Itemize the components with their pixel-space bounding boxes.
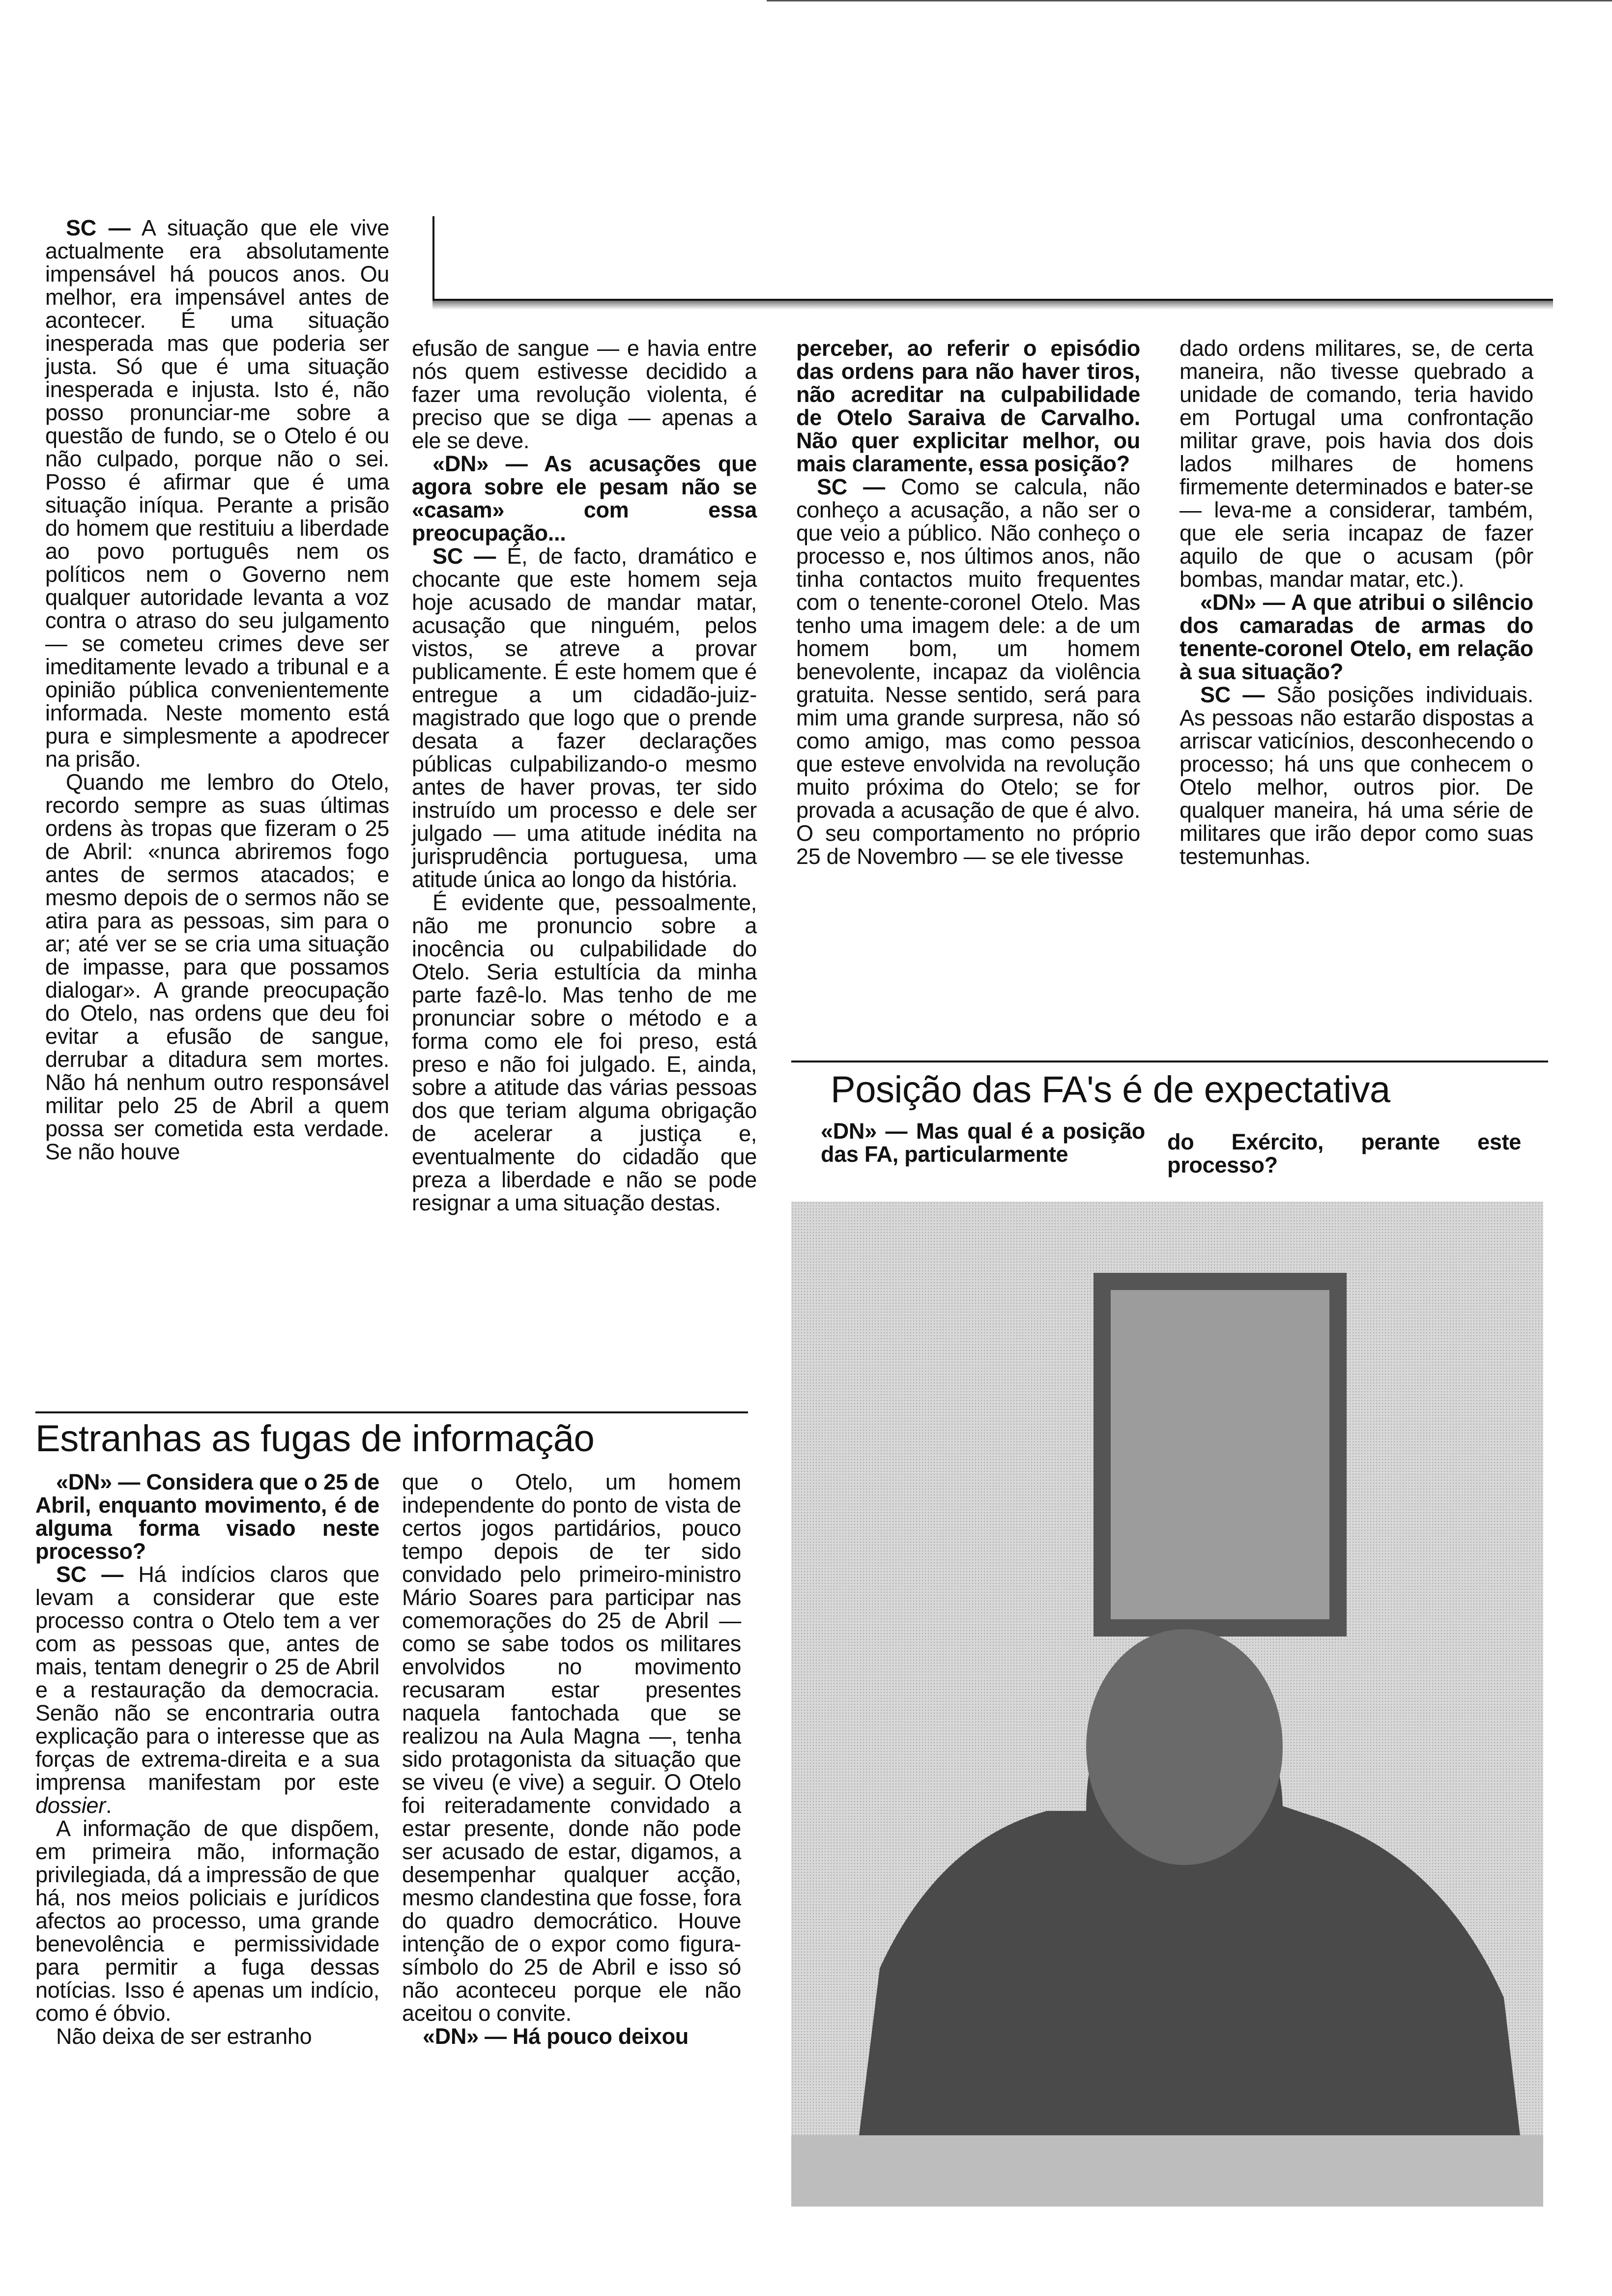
section-rule — [791, 1061, 1548, 1062]
interview-question: «DN» — Há pouco deixou — [423, 2024, 689, 2049]
column-5 — [35, 1470, 379, 2048]
paragraph: Quando me lembro do Otelo, recordo sempre as suas últimas ordens às tropas que fizeram o 25 de Abril: «nunca abriremos fogo antes de sermos atacados; e mesmo depois de o sermos não se atira para as pessoas, sim para o ar; até ver se se cria uma situação de impasse, para que possamos dialogar». A grande preocupação do Otelo, nas ordens que deu foi evitar a efusão de sangue, derrubar a ditadura sem mortes. Não há nenhum outro responsável militar pelo 25 de Abril a quem possa ser cometida esta verdade. Se não houve — [45, 770, 389, 1164]
paragraph: efusão de sangue — e havia entre nós quem estivesse decidido a fazer uma revolução violenta, é preciso que se diga — apenas a ele se deve. — [412, 336, 757, 453]
paragraph — [45, 216, 389, 771]
interview-question: «DN» — Considera que o 25 de Abril, enquanto movimento, é de alguma forma visado neste processo? — [35, 1469, 379, 1564]
speaker-label: SC — — [1200, 682, 1265, 707]
top-rule — [767, 0, 1612, 1]
paragraph — [35, 1563, 379, 1817]
paragraph: A informação de que dispõem, em primeira mão, informação privilegiada, dá a impressão de que há, nos meios policiais e jurídicos afectos ao processo, uma grande benevolência e permissividade para permitir a fuga dessas notícias. Isso é apenas um indício, como é óbvio. — [35, 1816, 379, 2026]
paragraph-text: Há indícios claros que levam a considerar que este processo contra o Otelo tem a ver com as pessoas que, antes de mais, tentam denegrir o 25 de Abril e a restauração da democracia. Senão não se encontraria outra explicação para o interesse que as forças de extrema-direita e a sua imprensa manifestam por este — [35, 1562, 379, 1795]
interview-question: «DN» — As acusações que agora sobre ele pesam não se «casam» com essa preocupação... — [412, 451, 757, 545]
fa-question-right — [1167, 1130, 1521, 1177]
speaker-label: SC — — [817, 474, 885, 499]
fa-question-left — [821, 1119, 1145, 1166]
italic-word: dossier — [35, 1793, 106, 1818]
paragraph — [412, 545, 757, 891]
paragraph: dado ordens militares, se, de certa maneira, não tivesse quebrado a unidade de comando, teria havido em Portugal uma confrontação militar grave, pois havia dos dois lados milhares de homens firmemente determinados e bater-se — leva-me a considerar, também, que ele seria incapaz de fazer aquilo de que o acusam (pôr bombas, mandar matar, etc.). — [1180, 336, 1533, 592]
box-vertical-rule — [432, 216, 434, 300]
speaker-label: SC — — [66, 215, 131, 240]
paragraph — [796, 475, 1140, 868]
paragraph-text: . — [105, 1793, 112, 1818]
paragraph-text: Como se calcula, não conheço a acusação, a não ser o que veio a público. Não conheço o processo e, nos últimos anos, não tinha contactos muito frequentes com o tenente-coronel Otelo. Mas tenho uma imagem dele: a de um homem bom, um homem benevolente, incapaz da violência gratuita. Nesse sentido, será para mim uma grande surpresa, não só como amigo, mas como pessoa que esteve envolvida na revolução muito próxima do Otelo; se for provada a acusação de que é alvo. O seu comportamento no próprio 25 de Novembro — se ele tivesse — [796, 474, 1140, 869]
section-rule — [35, 1411, 748, 1413]
headline-leaks: Estranhas as fugas de informação — [35, 1418, 595, 1460]
paragraph-text: É, de facto, dramático e chocante que este homem seja hoje acusado de mandar matar, acusação que ninguém, pelos vistos, se atreve a provar publicamente. É este homem que é entregue a um cidadão-juiz-magistrado que logo que o prende desata a fazer declarações públicas culpabilizando-o mesmo antes de haver provas, ter sido instruído um processo e dele ser julgado — uma atitude inédita na jurisprudência portuguesa, uma atitude única ao longo da história. — [412, 544, 757, 892]
speaker-label: SC — — [432, 544, 496, 569]
speaker-label: SC — — [56, 1562, 123, 1587]
column-4 — [1180, 337, 1533, 868]
photo-interviewee — [791, 1202, 1543, 2207]
column-1 — [45, 216, 389, 1163]
paragraph-text: A situação que ele vive actualmente era absolutamente impensável há poucos anos. Ou melhor, era impensável antes de acontecer. É uma situação inesperada mas que poderia ser justa. Só que é uma situação inesperada e injusta. Isto é, não posso pronunciar-me sobre a questão de fundo, se o Otelo é ou não culpado, porque não o sei. Posso é afirmar que é uma situação iníqua. Perante a prisão do homem que restituiu a liberdade ao povo português nem os políticos nem o Governo nem qualquer autoridade levanta a voz contra o atraso do seu julgamento — se cometeu crimes deve ser imeditamente levado a tribunal e a opinião pública convenientemente informada. Neste momento está pura e simplesmente a apodrecer na prisão. — [45, 215, 389, 772]
box-shadow-rule — [432, 301, 1553, 310]
paragraph: que o Otelo, um homem independente do ponto de vista de certos jogos partidários, pouco tempo depois de ter sido convidado pelo primeiro-ministro Mário Soares para participar nas comemorações do 25 de Abril — como se sabe todos os militares envolvidos no movimento recusaram estar presentes naquela fantochada que se realizou na Aula Magna —, tenha sido protagonista da situação que se viveu (e vive) a seguir. O Otelo foi reiteradamente convidado a estar presente, donde não pode ser acusado de estar, digamos, a desempenhar qualquer acção, mesmo clandestina que fosse, fora do quadro democrático. Houve intenção de o expor como figura-símbolo do 25 de Abril e isso só não aconteceu porque ele não aceitou o convite. — [402, 1469, 741, 2026]
interview-question: do Exército, perante este processo? — [1167, 1129, 1521, 1177]
interview-question: «DN» — Mas qual é a posição das FA, particularmente — [821, 1119, 1145, 1167]
photo-illustration — [791, 1202, 1543, 2207]
column-2 — [412, 337, 757, 1214]
interview-question: «DN» — A que atribui o silêncio dos camaradas de armas do tenente-coronel Otelo, em relação à sua situação? — [1180, 590, 1533, 684]
interview-question: perceber, ao referir o episódio das ordens para não haver tiros, não acreditar na culpabilidade de Otelo Saraiva de Carvalho. Não quer explicitar melhor, ou mais claramente, essa posição? — [796, 336, 1140, 476]
paragraph — [1180, 683, 1533, 868]
column-3 — [796, 337, 1140, 868]
column-6 — [402, 1470, 741, 2048]
headline-fa: Posição das FA's é de expectativa — [831, 1069, 1390, 1111]
paragraph-text: São posições individuais. As pessoas não estarão dispostas a arriscar vaticínios, desconhecendo o processo; há uns que conhecem o Otelo melhor, outros pior. De qualquer maneira, há uma série de militares que irão depor como suas testemunhas. — [1180, 682, 1533, 869]
paragraph: Não deixa de ser estranho — [56, 2024, 312, 2049]
paragraph: É evidente que, pessoalmente, não me pronuncio sobre a inocência ou culpabilidade do Otelo. Seria estultícia da minha parte fazê-lo. Mas tenho de me pronunciar sobre o método e a forma como ele foi preso, está preso e não foi julgado. E, ainda, sobre a atitude das várias pessoas dos que teriam alguma obrigação de acelerar a justiça e, eventualmente do cidadão que preza a liberdade e não se pode resignar a uma situação destas. — [412, 890, 757, 1215]
